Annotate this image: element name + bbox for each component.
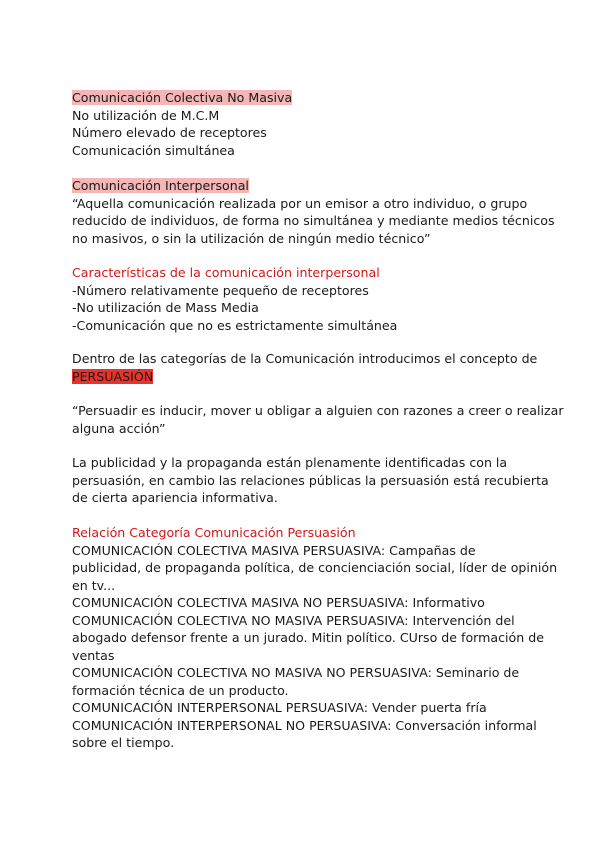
section-caracteristicas <box>72 264 532 334</box>
text-line: Comunicación simultánea <box>72 142 235 158</box>
text-line: ventas <box>72 647 115 663</box>
heading-colectiva-no-masiva: Comunicación Colectiva No Masiva <box>72 90 293 105</box>
text-line: COMUNICACIÓN COLECTIVA MASIVA NO PERSUASIVA: Informativo <box>72 595 485 610</box>
text-line: abogado defensor frente a un jurado. Mitin político. CUrso de formación de <box>72 630 544 645</box>
text-line: No utilización de M.C.M <box>72 107 220 123</box>
heading-caracteristicas: Características de la comunicación interpersonal <box>72 265 380 280</box>
text-line: formación técnica de un producto. <box>72 682 289 698</box>
section-colectiva-no-masiva <box>72 89 532 159</box>
text-line: La publicidad y la propaganda están plenamente identificadas con la <box>72 455 508 470</box>
quote-line: no masivos, o sin la utilización de ningún medio técnico” <box>72 230 431 246</box>
quote-line: alguna acción” <box>72 420 166 436</box>
text-line: COMUNICACIÓN COLECTIVA NO MASIVA NO PERSUASIVA: Seminario de <box>72 665 520 680</box>
section-interpersonal <box>72 177 555 247</box>
section-relacion-categoria <box>72 524 558 752</box>
text-line: de cierta apariencia informativa. <box>72 490 278 505</box>
heading-interpersonal: Comunicación Interpersonal <box>72 178 249 193</box>
section-publicidad <box>72 454 549 507</box>
list-item: -No utilización de Mass Media <box>72 300 259 315</box>
persuasion-keyword: PERSUASIÓN <box>72 368 154 384</box>
text-line: Número elevado de receptores <box>72 125 267 140</box>
quote-line: “Aquella comunicación realizada por un emisor a otro individuo, o grupo <box>72 195 528 211</box>
heading-relacion: Relación Categoría Comunicación Persuasión <box>72 525 356 540</box>
text-line: en tv... <box>72 577 116 593</box>
quote-line: reducido de individuos, de forma no simultánea y mediante medios técnicos <box>72 213 555 228</box>
section-persuasion-intro <box>72 350 538 385</box>
text-line: sobre el tiempo. <box>72 735 175 750</box>
text-line: persuasión, en cambio las relaciones públicas la persuasión está recubierta <box>72 472 549 488</box>
quote-line: “Persuadir es inducir, mover u obligar a alguien con razones a creer o realizar <box>72 403 564 418</box>
text-line: COMUNICACIÓN COLECTIVA MASIVA PERSUASIVA: Campañas de <box>72 542 476 558</box>
list-item: -Comunicación que no es estrictamente simultánea <box>72 317 398 333</box>
text-line: COMUNICACIÓN INTERPERSONAL PERSUASIVA: Vender puerta fría <box>72 700 487 715</box>
list-item: -Número relativamente pequeño de receptores <box>72 282 369 298</box>
section-persuadir-quote <box>72 402 564 437</box>
text-line: COMUNICACIÓN INTERPERSONAL NO PERSUASIVA: Conversación informal <box>72 717 537 733</box>
text-line: COMUNICACIÓN COLECTIVA NO MASIVA PERSUASIVA: Intervención del <box>72 612 515 628</box>
intro-text: Dentro de las categorías de la Comunicación introducimos el concepto de <box>72 351 538 366</box>
text-line: publicidad, de propaganda política, de concienciación social, líder de opinión <box>72 560 558 575</box>
